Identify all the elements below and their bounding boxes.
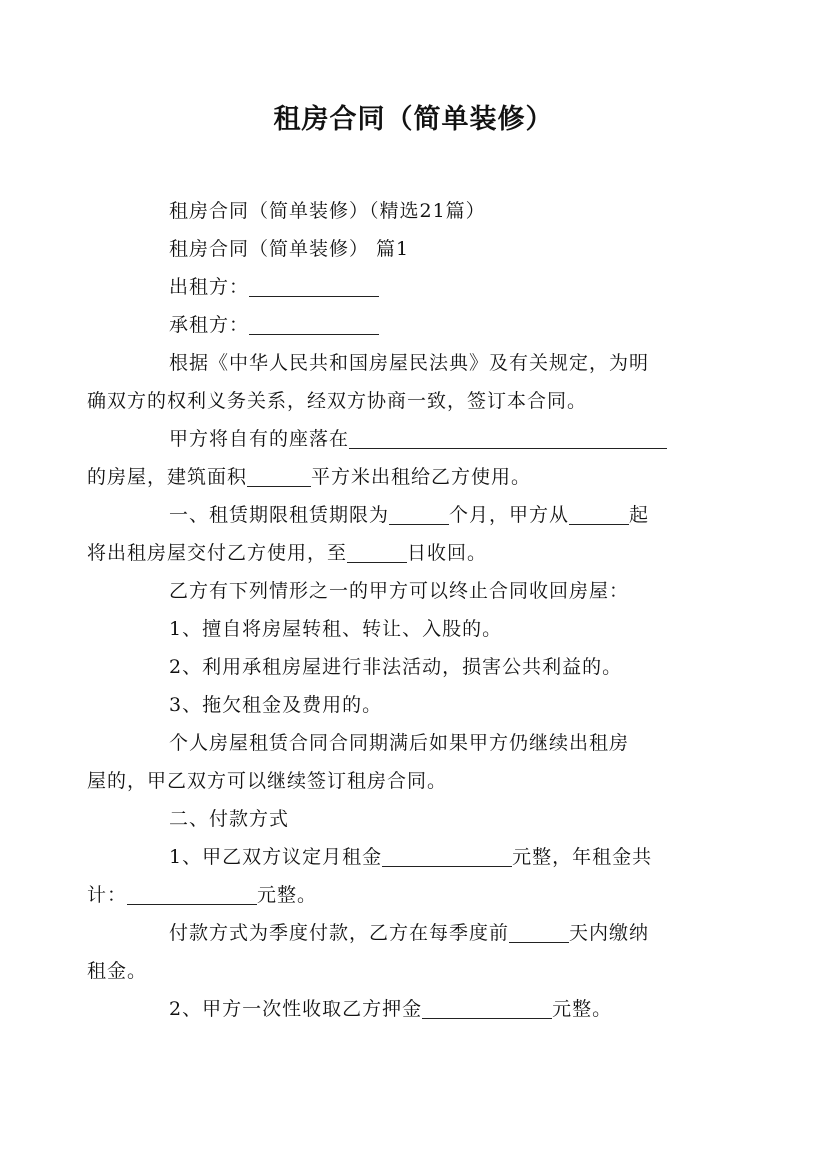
rent-text-d: 元整。 bbox=[257, 884, 318, 906]
term-months-blank bbox=[389, 502, 449, 525]
paragraph-preamble bbox=[87, 344, 702, 420]
payment-days-blank bbox=[509, 920, 569, 943]
term-text-e: 日收回。 bbox=[407, 542, 488, 564]
monthly-rent-blank bbox=[382, 844, 512, 867]
deposit-blank bbox=[422, 996, 552, 1019]
term-text-d: 将出租房屋交付乙方使用，至 bbox=[87, 542, 348, 564]
paragraph-lessor bbox=[128, 268, 702, 306]
term-text-b: 个月，甲方从 bbox=[449, 504, 570, 526]
lessor-label: 出租方： bbox=[169, 276, 250, 298]
paragraph-termination-intro: 乙方有下列情形之一的甲方可以终止合同收回房屋： bbox=[169, 580, 630, 602]
paragraph-termination-3: 3、拖欠租金及费用的。 bbox=[169, 694, 383, 716]
document-title: 租房合同（简单装修） bbox=[273, 104, 554, 135]
term-end-blank bbox=[347, 540, 407, 563]
payment-text-b: 天内缴纳 bbox=[569, 922, 650, 944]
document-body bbox=[87, 192, 702, 1028]
rent-text-a: 1、甲乙双方议定月租金 bbox=[169, 846, 383, 868]
paragraph-payment-heading: 二、付款方式 bbox=[169, 808, 290, 830]
renewal-line-1: 个人房屋租赁合同合同期满后如果甲方仍继续出租房 bbox=[169, 732, 630, 754]
paragraph-term bbox=[87, 496, 702, 572]
property-text-b: 的房屋，建筑面积 bbox=[87, 466, 248, 488]
rent-text-c: 计： bbox=[87, 884, 128, 906]
preamble-line-2: 确双方的权利义务关系，经双方协商一致，签订本合同。 bbox=[87, 390, 588, 412]
paragraph-section-heading: 租房合同（简单装修） 篇1 bbox=[169, 238, 410, 260]
paragraph-subtitle: 租房合同（简单装修）（精选21篇） bbox=[169, 200, 486, 222]
payment-text-a: 付款方式为季度付款，乙方在每季度前 bbox=[169, 922, 510, 944]
lessee-label: 承租方： bbox=[169, 314, 250, 336]
property-area-blank bbox=[247, 464, 311, 487]
payment-text-c: 租金。 bbox=[87, 960, 148, 982]
term-text-a: 一、租赁期限租赁期限为 bbox=[169, 504, 390, 526]
preamble-line-1: 根据《中华人民共和国房屋民法典》及有关规定，为明 bbox=[169, 352, 650, 374]
lessor-blank bbox=[249, 274, 379, 297]
paragraph-deposit bbox=[128, 990, 702, 1028]
lessee-blank bbox=[249, 312, 379, 335]
paragraph-renewal bbox=[87, 724, 702, 800]
paragraph-rent bbox=[87, 838, 702, 914]
paragraph-lessee bbox=[128, 306, 702, 344]
term-start-blank bbox=[569, 502, 629, 525]
annual-rent-blank bbox=[127, 882, 257, 905]
property-location-blank bbox=[349, 426, 667, 449]
paragraph-payment-method bbox=[87, 914, 702, 990]
renewal-line-2: 屋的，甲乙双方可以继续签订租房合同。 bbox=[87, 770, 448, 792]
paragraph-termination-2: 2、利用承租房屋进行非法活动，损害公共利益的。 bbox=[169, 656, 623, 678]
deposit-text-b: 元整。 bbox=[552, 998, 613, 1020]
property-text-c: 平方米出租给乙方使用。 bbox=[311, 466, 532, 488]
deposit-text-a: 2、甲方一次性收取乙方押金 bbox=[169, 998, 423, 1020]
property-text-a: 甲方将自有的座落在 bbox=[169, 428, 350, 450]
paragraph-termination-1: 1、擅自将房屋转租、转让、入股的。 bbox=[169, 618, 503, 640]
term-text-c: 起 bbox=[629, 504, 650, 526]
rent-text-b: 元整，年租金共 bbox=[512, 846, 653, 868]
paragraph-property bbox=[87, 420, 702, 496]
